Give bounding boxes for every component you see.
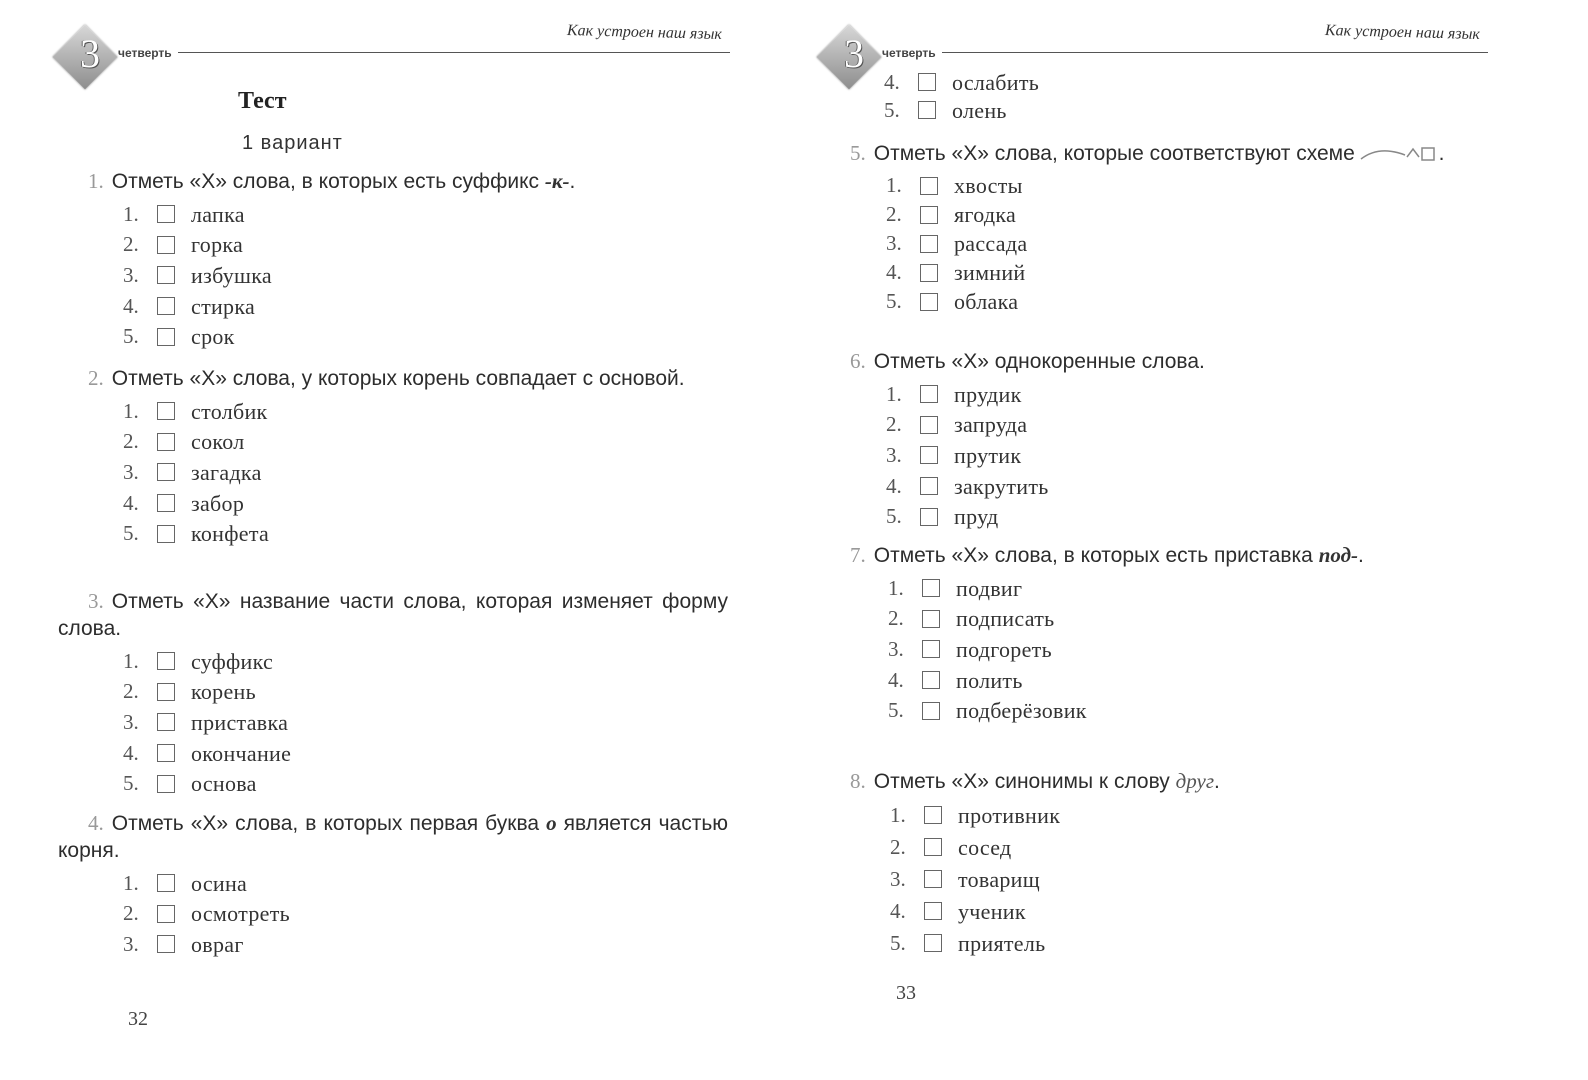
checkbox[interactable]	[920, 416, 938, 434]
quarter-label: четверть	[882, 46, 936, 60]
option-row: 5. срок	[123, 324, 235, 350]
checkbox[interactable]	[157, 463, 175, 481]
word-schema-icon	[1359, 143, 1439, 165]
question-3	[58, 588, 728, 799]
checkbox[interactable]	[157, 297, 175, 315]
option-row: 4. окончание	[123, 740, 292, 766]
option-row: 5. конфета	[123, 521, 270, 547]
checkbox[interactable]	[924, 934, 942, 952]
checkbox[interactable]	[922, 640, 940, 658]
checkbox[interactable]	[157, 874, 175, 892]
question-8-text: 8. Отметь «Х» синонимы к слову друг.	[850, 769, 1220, 793]
option-row: 2. подписать	[888, 606, 1055, 632]
checkbox[interactable]	[157, 433, 175, 451]
option-row: 5. пруд	[886, 504, 999, 530]
checkbox[interactable]	[157, 525, 175, 543]
checkbox[interactable]	[920, 177, 938, 195]
option-row: 5. облака	[886, 289, 1019, 314]
option-row: 4. ослабить	[884, 69, 1040, 95]
prefix-highlight: под-	[1318, 543, 1359, 567]
left-page-header	[58, 22, 730, 92]
checkbox[interactable]	[920, 293, 938, 311]
option-row: 4. полить	[888, 667, 1023, 693]
quarter-label: четверть	[118, 46, 172, 60]
question-7-options	[888, 573, 1516, 726]
header-rule	[178, 52, 730, 53]
question-4-text: 4. Отметь «Х» слова, в которых первая буква о является частью корня.	[58, 811, 729, 862]
option-row: 1. суффикс	[123, 648, 274, 674]
option-row: 2. осмотреть	[123, 901, 290, 927]
checkbox[interactable]	[157, 494, 175, 512]
checkbox[interactable]	[157, 266, 175, 284]
option-row: 4. закрутить	[886, 473, 1049, 499]
checkbox[interactable]	[157, 652, 175, 670]
option-row: 1. подвиг	[888, 575, 1023, 601]
option-row: 2. сосед	[890, 834, 1012, 860]
option-row: 4. стирка	[123, 293, 256, 319]
checkbox[interactable]	[920, 385, 938, 403]
option-row: 4. ученик	[890, 898, 1026, 924]
option-row: 5. приятель	[890, 930, 1046, 956]
section-title: Как устроен наш язык	[566, 21, 723, 44]
question-1-text: 1. Отметь «Х» слова, в которых есть суффикс -к-.	[88, 169, 576, 193]
page-number-left: 32	[128, 1008, 148, 1030]
question-5	[822, 140, 1494, 316]
option-row: 2. запруда	[886, 412, 1028, 438]
page-number-right: 33	[896, 982, 916, 1004]
question-5-options	[886, 171, 1494, 316]
test-title: Тест	[238, 88, 287, 114]
option-row: 2. горка	[123, 232, 244, 258]
question-1	[88, 168, 728, 352]
checkbox[interactable]	[920, 477, 938, 495]
question-8-options	[890, 799, 1490, 959]
checkbox[interactable]	[157, 775, 175, 793]
question-7	[822, 542, 1516, 726]
option-row: 3. овраг	[123, 931, 244, 957]
checkbox[interactable]	[920, 235, 938, 253]
option-row: 1. столбик	[123, 398, 268, 424]
checkbox[interactable]	[918, 101, 936, 119]
checkbox[interactable]	[157, 328, 175, 346]
option-row: 3. подгореть	[888, 636, 1052, 662]
letter-highlight: о	[546, 811, 557, 835]
option-row: 3. прутик	[886, 442, 1022, 468]
question-4-continued-options	[884, 68, 1284, 124]
checkbox[interactable]	[157, 683, 175, 701]
word-highlight: друг	[1175, 769, 1215, 793]
question-1-options	[123, 199, 728, 352]
option-row: 1. противник	[890, 802, 1061, 828]
checkbox[interactable]	[922, 671, 940, 689]
checkbox[interactable]	[920, 206, 938, 224]
option-row: 3. рассада	[886, 231, 1028, 256]
checkbox[interactable]	[922, 579, 940, 597]
option-row: 1. осина	[123, 870, 248, 896]
question-3-options	[123, 646, 728, 799]
question-5-text: 5. Отметь «Х» слова, которые соответствуют схеме .	[850, 141, 1445, 165]
option-row: 3. загадка	[123, 459, 262, 485]
checkbox[interactable]	[157, 402, 175, 420]
question-2	[58, 365, 728, 549]
checkbox[interactable]	[922, 702, 940, 720]
question-4	[58, 810, 728, 960]
option-row: 5. основа	[123, 771, 257, 797]
option-row: 3. приставка	[123, 709, 289, 735]
checkbox[interactable]	[924, 902, 942, 920]
checkbox[interactable]	[920, 446, 938, 464]
checkbox[interactable]	[924, 838, 942, 856]
checkbox[interactable]	[920, 508, 938, 526]
quarter-number: 3	[80, 31, 100, 76]
checkbox[interactable]	[924, 870, 942, 888]
question-6	[850, 348, 1490, 532]
option-row: 4. забор	[123, 490, 245, 516]
section-title: Как устроен наш язык	[1324, 21, 1481, 44]
question-7-text: 7. Отметь «Х» слова, в которых есть приставка под-.	[850, 543, 1364, 567]
question-6-text: 6. Отметь «Х» однокоренные слова.	[850, 349, 1205, 373]
checkbox[interactable]	[157, 236, 175, 254]
question-8	[850, 768, 1490, 959]
variant-label: 1 вариант	[242, 132, 343, 154]
question-2-options	[123, 396, 728, 549]
question-6-options	[886, 379, 1490, 532]
header-rule	[942, 52, 1488, 53]
suffix-highlight: -к-	[544, 169, 570, 193]
option-row: 3. избушка	[123, 262, 272, 288]
option-row: 5. олень	[884, 97, 1007, 123]
question-2-text: 2. Отметь «Х» слова, у которых корень совпадает с основой.	[88, 366, 685, 390]
option-row: 2. корень	[123, 679, 256, 705]
option-row: 3. товарищ	[890, 866, 1041, 892]
option-row: 1. лапка	[123, 201, 245, 227]
checkbox[interactable]	[157, 744, 175, 762]
checkbox[interactable]	[157, 205, 175, 223]
question-3-text: 3. Отметь «Х» название части слова, которая изменяет форму слова.	[58, 589, 728, 640]
checkbox[interactable]	[918, 73, 936, 91]
checkbox[interactable]	[157, 713, 175, 731]
checkbox[interactable]	[157, 905, 175, 923]
option-row: 5. подберёзовик	[888, 698, 1087, 724]
option-row: 2. сокол	[123, 429, 245, 455]
option-row: 1. прудик	[886, 381, 1022, 407]
quarter-number: 3	[844, 31, 864, 76]
checkbox[interactable]	[922, 610, 940, 628]
option-row: 1. хвосты	[886, 173, 1023, 198]
checkbox[interactable]	[157, 935, 175, 953]
question-4-options	[123, 868, 728, 960]
option-row: 4. зимний	[886, 260, 1026, 285]
option-row: 2. ягодка	[886, 202, 1017, 227]
checkbox[interactable]	[924, 806, 942, 824]
checkbox[interactable]	[920, 264, 938, 282]
